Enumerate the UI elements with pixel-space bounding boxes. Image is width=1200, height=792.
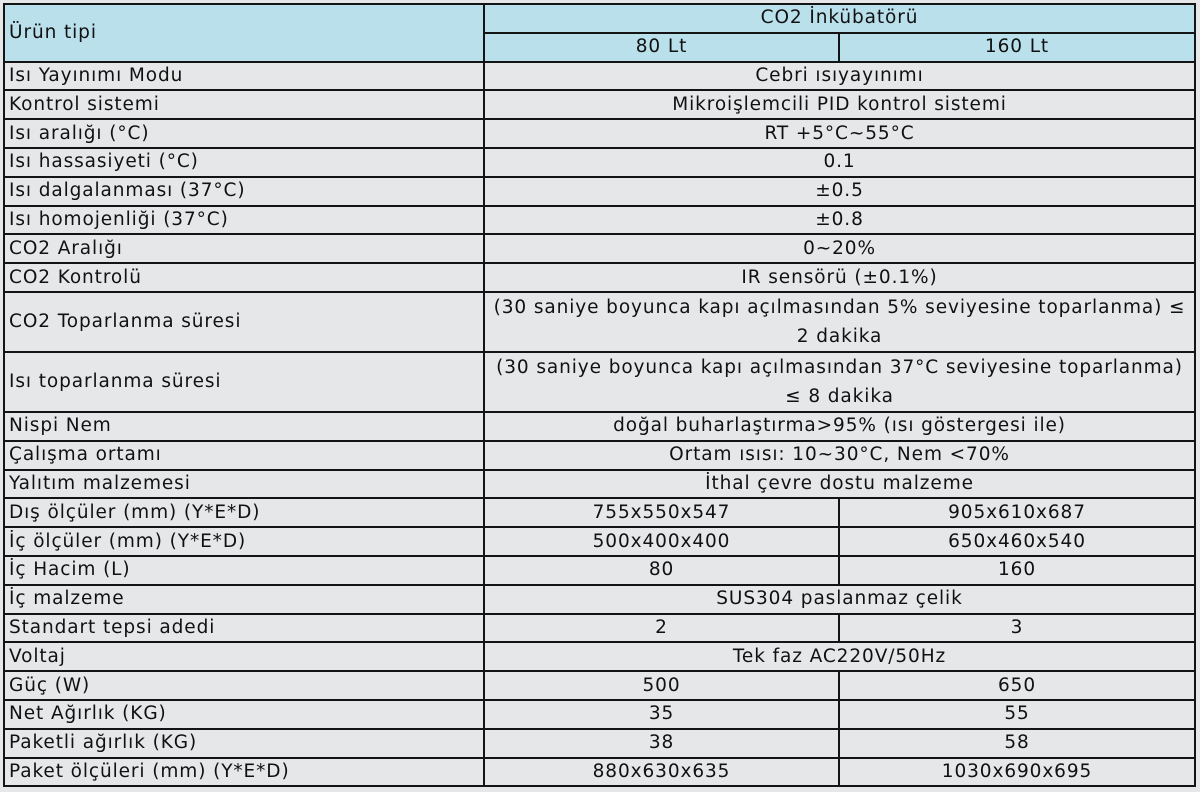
row-value: IR sensörü (±0.1%) (484, 263, 1195, 292)
spec-table (3, 3, 1196, 787)
row-value-80: 755x550x547 (484, 498, 839, 527)
table-row (4, 671, 1195, 700)
row-value: RT +5°C~55°C (484, 119, 1195, 148)
row-value-80: 500x400x400 (484, 527, 839, 556)
table-row (4, 292, 1195, 352)
row-label: Isı toparlanma süresi (4, 352, 484, 412)
row-label: Isı hassasiyeti (°C) (4, 148, 484, 177)
table-row (4, 498, 1195, 527)
row-label: Paketli ağırlık (KG) (4, 729, 484, 758)
table-row (4, 62, 1195, 91)
row-value-80: 2 (484, 614, 839, 643)
table-row (4, 614, 1195, 643)
row-value: ±0.5 (484, 177, 1195, 206)
row-value: 0.1 (484, 148, 1195, 177)
table-row (4, 90, 1195, 119)
row-value: ±0.8 (484, 206, 1195, 235)
header-label: Ürün tipi (4, 4, 484, 62)
row-label: Güç (W) (4, 671, 484, 700)
table-row (4, 352, 1195, 412)
table-row (4, 758, 1195, 787)
header-row (4, 4, 1195, 33)
row-value: (30 saniye boyunca kapı açılmasından 37°C seviyesine toparlanma) ≤ 8 dakika (484, 352, 1195, 412)
table-row (4, 148, 1195, 177)
row-value-80: 38 (484, 729, 839, 758)
table-row (4, 206, 1195, 235)
table-row (4, 527, 1195, 556)
row-value-80: 500 (484, 671, 839, 700)
row-value: doğal buharlaştırma>95% (ısı göstergesi ile) (484, 412, 1195, 441)
row-label: Isı dalgalanması (37°C) (4, 177, 484, 206)
row-value-160: 3 (839, 614, 1195, 643)
row-value-160: 58 (839, 729, 1195, 758)
row-label: İç ölçüler (mm) (Y*E*D) (4, 527, 484, 556)
table-row (4, 700, 1195, 729)
row-label: Net Ağırlık (KG) (4, 700, 484, 729)
row-label: Isı homojenliği (37°C) (4, 206, 484, 235)
table-row (4, 234, 1195, 263)
row-label: İç Hacim (L) (4, 556, 484, 585)
row-value: SUS304 paslanmaz çelik (484, 585, 1195, 614)
row-value: Ortam ısısı: 10~30°C, Nem <70% (484, 441, 1195, 470)
row-value-160: 650x460x540 (839, 527, 1195, 556)
row-value-160: 905x610x687 (839, 498, 1195, 527)
row-label: Çalışma ortamı (4, 441, 484, 470)
row-label: Kontrol sistemi (4, 90, 484, 119)
row-label: Paket ölçüleri (mm) (Y*E*D) (4, 758, 484, 787)
row-label: CO2 Kontrolü (4, 263, 484, 292)
table-row (4, 556, 1195, 585)
row-label: CO2 Aralığı (4, 234, 484, 263)
row-label: Dış ölçüler (mm) (Y*E*D) (4, 498, 484, 527)
row-label: Isı aralığı (°C) (4, 119, 484, 148)
table-row (4, 729, 1195, 758)
row-value: Cebri ısıyayınımı (484, 62, 1195, 91)
table-row (4, 263, 1195, 292)
row-value-80: 35 (484, 700, 839, 729)
row-value: (30 saniye boyunca kapı açılmasından 5% seviyesine toparlanma) ≤ 2 dakika (484, 292, 1195, 352)
row-value: İthal çevre dostu malzeme (484, 470, 1195, 499)
table-row (4, 585, 1195, 614)
table-row (4, 119, 1195, 148)
table-row (4, 412, 1195, 441)
row-value-160: 650 (839, 671, 1195, 700)
table-row (4, 177, 1195, 206)
header-model-80: 80 Lt (484, 33, 839, 62)
row-value: Mikroişlemcili PID kontrol sistemi (484, 90, 1195, 119)
row-value-160: 1030x690x695 (839, 758, 1195, 787)
row-value-80: 80 (484, 556, 839, 585)
row-label: Voltaj (4, 642, 484, 671)
row-value: Tek faz AC220V/50Hz (484, 642, 1195, 671)
row-value-80: 880x630x635 (484, 758, 839, 787)
table-row (4, 441, 1195, 470)
row-label: İç malzeme (4, 585, 484, 614)
row-value: 0~20% (484, 234, 1195, 263)
row-label: CO2 Toparlanma süresi (4, 292, 484, 352)
row-label: Yalıtım malzemesi (4, 470, 484, 499)
header-model-160: 160 Lt (839, 33, 1195, 62)
spec-table-body (4, 4, 1195, 786)
row-value-160: 55 (839, 700, 1195, 729)
row-value-160: 160 (839, 556, 1195, 585)
row-label: Isı Yayınımı Modu (4, 62, 484, 91)
row-label: Nispi Nem (4, 412, 484, 441)
header-product: CO2 İnkübatörü (484, 4, 1195, 33)
table-row (4, 642, 1195, 671)
table-row (4, 470, 1195, 499)
row-label: Standart tepsi adedi (4, 614, 484, 643)
